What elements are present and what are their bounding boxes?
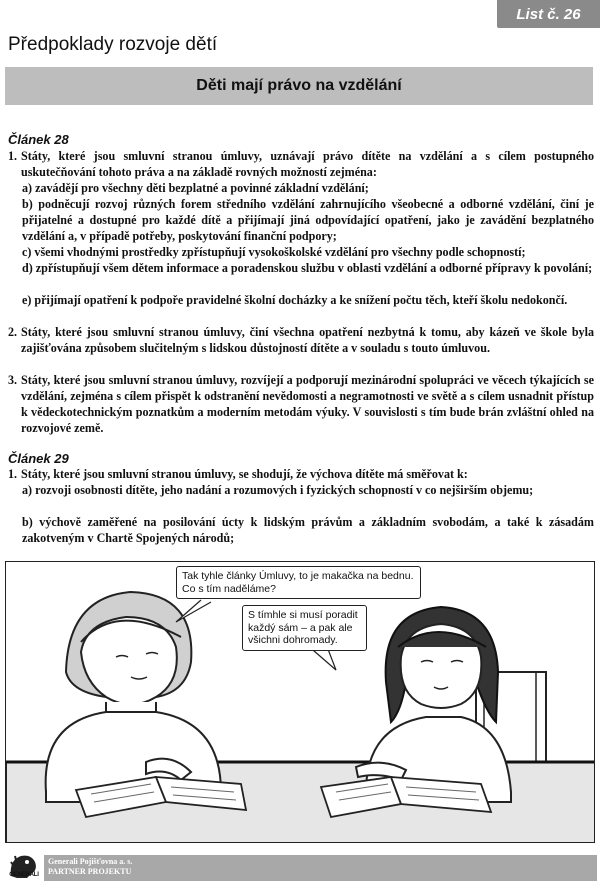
boy-figure (46, 592, 221, 802)
speech-bubble-girl: S tímhle si musí poradit každý sám – a pak ale všichni dohromady. (242, 605, 367, 651)
article-29-item-a: a) rozvoji osobnosti dítěte, jeho nadání a rozumových i fyzických schopností v co nejširším objemu; (22, 483, 534, 497)
footer-partner-label: PARTNER PROJEKTU (48, 867, 132, 876)
article-28-item-d: d) zpřístupňují všem dětem informace a poradenskou službu v oblasti vzdělání a odborné přípravy k povolání; (22, 261, 593, 275)
paragraph-number: 1. (8, 467, 18, 481)
section-banner (5, 67, 593, 105)
paragraph-text: Státy, které jsou smluvní stranou úmluvy, rozvíjejí a podporují mezinárodní spolupráci ve věcech týkajících se vzdělání, zejména s cílem přispět k odstranění nevědomosti a negramotnosti ve světě a s cílem usnadnit přístup k vědeckotechnickým poznatkům a moderním metodám výuky. V souvislosti s tím bude brán zvláštní ohled na rozvojové země. (21, 373, 594, 435)
footer-partner-text (48, 857, 132, 877)
article-28-item-b: b) podněcují rozvoj různých forem středního vzdělání zahrnujícího všeobecné a odborné vzdělání, činí je přijatelné a dostupné pro každé dítě a přijímají jiná odpovídající opatření, jako je zavádění bezplatného vzdělání a, v případě potřeby, poskytování finanční podpory; (22, 197, 594, 243)
paragraph-number: 1. (8, 149, 18, 163)
speech-bubble-boy: Tak tyhle články Úmluvy, to je makačka na bednu. Co s tím naděláme? (176, 566, 421, 599)
comic-illustration (5, 561, 595, 843)
paragraph-number: 2. (8, 325, 18, 339)
section-banner-title: Děti mají právo na vzdělání (196, 77, 402, 94)
article-28-item-e: e) přijímají opatření k podpoře pravidelné školní docházky a ke snížení počtu těch, kteří školu nedokončí. (22, 293, 568, 307)
paragraph-text: Státy, které jsou smluvní stranou úmluvy, činí všechna opatření nezbytná k tomu, aby kázeň ve škole byla zajišťována způsobem slučitelným s lidskou důstojností dítěte a v souladu s touto úmluvou. (21, 325, 594, 355)
article-29-item-b: b) výchově zaměřené na posilování úcty k lidským právům a základním svobodám, a také k zásadám zakotveným v Chartě Spojených národů; (22, 515, 594, 545)
article-28-item-a: a) zavádějí pro všechny děti bezplatné a povinné základní vzdělání; (22, 181, 369, 195)
article-28-paragraph-1 (8, 149, 594, 181)
page-title: Předpoklady rozvoje dětí (8, 34, 218, 55)
bubble-boy-tail (176, 600, 211, 622)
article-29-paragraph-1 (8, 467, 594, 483)
article-28-paragraph-2 (8, 325, 594, 357)
paragraph-text: Státy, které jsou smluvní stranou úmluvy, uznávají právo dítěte na vzdělání a s cílem postupného uskutečňování tohoto práva a na základě rovných možností zejména: (21, 149, 594, 179)
generali-logo-word: GENERALI (9, 872, 39, 878)
article-28-heading: Článek 28 (8, 132, 69, 147)
article-28-item-c: c) všemi vhodnými prostředky zpřístupňují vysokoškolské vzdělání pro všechny podle schopností; (22, 245, 526, 259)
footer-company: Generali Pojišťovna a. s. (48, 857, 133, 866)
article-28-paragraph-3 (8, 373, 594, 437)
paragraph-number: 3. (8, 373, 18, 387)
paragraph-text: Státy, které jsou smluvní stranou úmluvy, se shodují, že výchova dítěte má směřovat k: (21, 467, 468, 481)
generali-lion-logo (5, 848, 41, 884)
sheet-number-label: List č. 26 (516, 5, 581, 23)
article-29-heading: Článek 29 (8, 451, 69, 466)
sheet-number-tab (497, 0, 600, 28)
girl-figure (356, 607, 511, 802)
